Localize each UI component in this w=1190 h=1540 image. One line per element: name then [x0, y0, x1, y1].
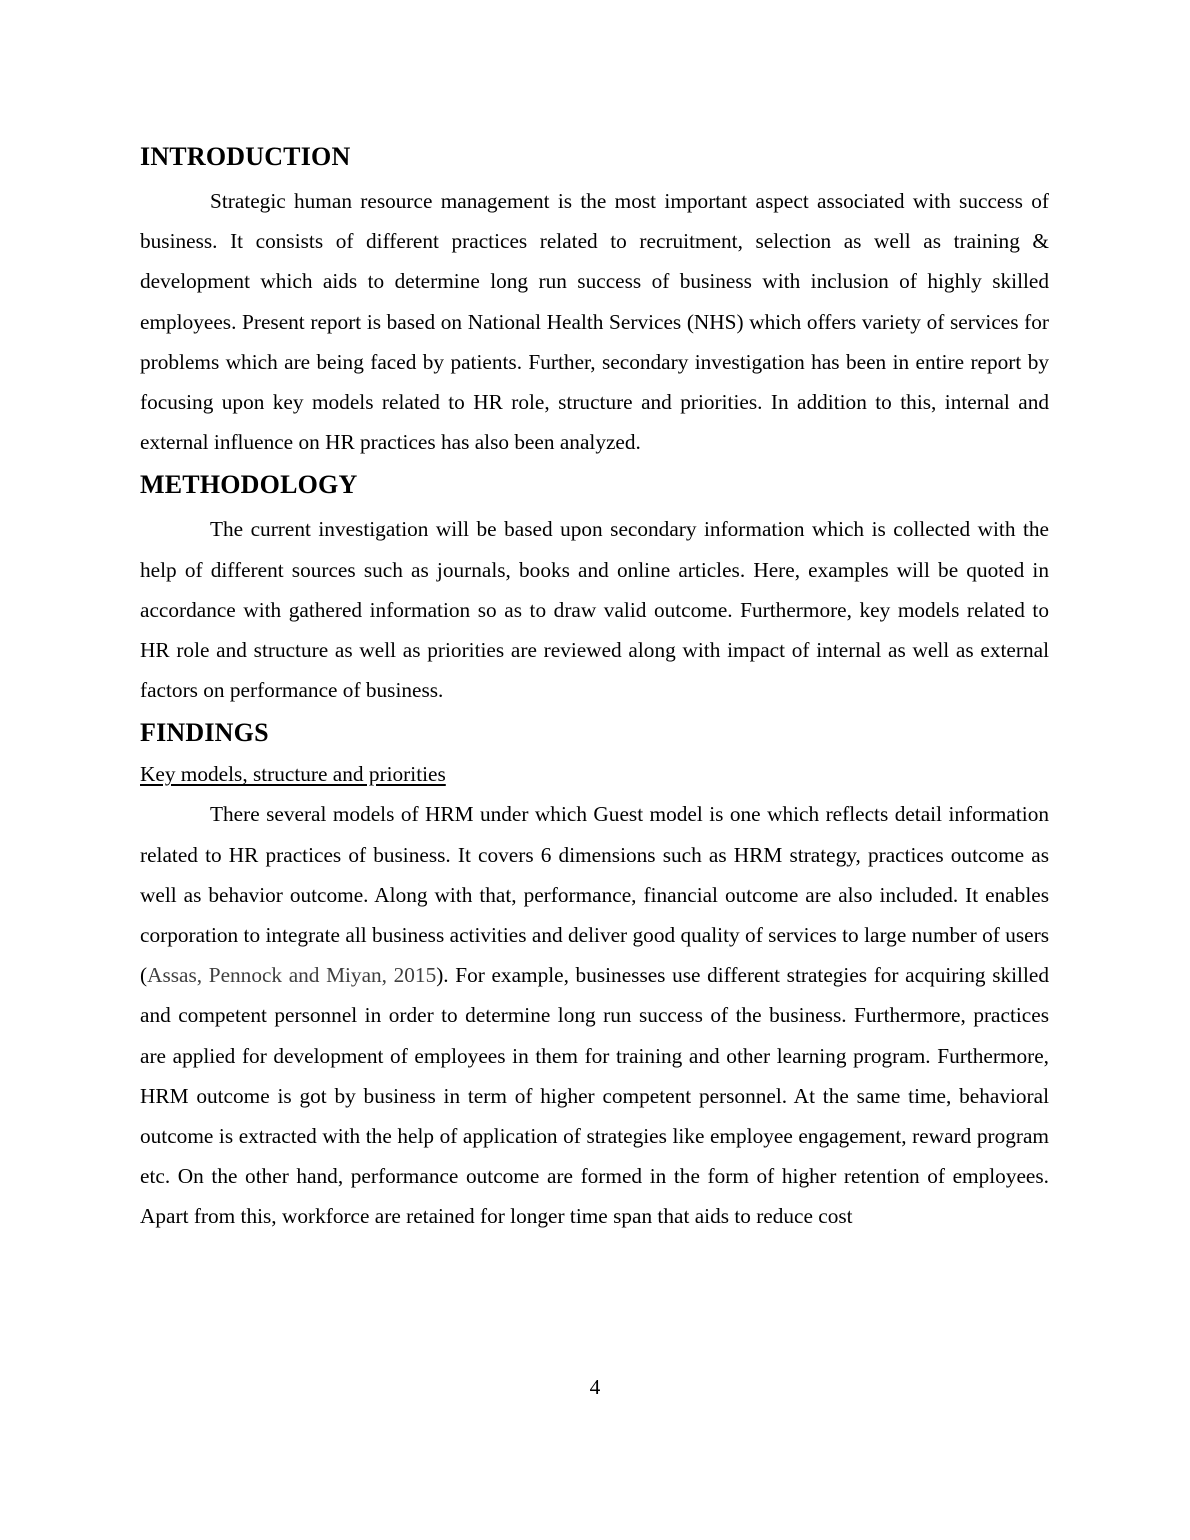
page-content: [140, 138, 1049, 1237]
page-number: 4: [589, 1375, 601, 1399]
citation: Assas, Pennock and Miyan, 2015: [147, 963, 437, 988]
findings-text-part-2: ). For example, businesses use different strategies for acquiring skilled and competent personnel in order to determine long run success of the business. Furthermore, practices are applied for development of employees in them for training and other learning program. Furthermore, HRM outcome is got by business in term of higher competent personnel. At the same time, behavioral outcome is extracted with the help of application of strategies like employee engagement, reward program etc. On the other hand, performance outcome are formed in the form of higher retention of employees. Apart from this, workforce are retained for longer time span that aids to reduce cost: [140, 963, 1049, 1229]
introduction-heading: INTRODUCTION: [140, 142, 351, 171]
findings-paragraph: [140, 794, 1049, 1236]
methodology-paragraph: The current investigation will be based upon secondary information which is collected with the help of different sources such as journals, books and online articles. Here, examples will be quoted in accordance with gathered information so as to draw valid outcome. Furthermore, key models related to HR role and structure as well as priorities are reviewed along with impact of internal as well as external factors on performance of business.: [140, 517, 1049, 703]
methodology-heading: METHODOLOGY: [140, 470, 358, 500]
introduction-paragraph: Strategic human resource management is the most important aspect associated with success of business. It consists of different practices related to recruitment, selection as well as training & development which aids to determine long run success of business with inclusion of highly skilled employees. Present report is based on National Health Services (NHS) which offers variety of services for problems which are being faced by patients. Further, secondary investigation has been in entire report by focusing upon key models related to HR role, structure and priorities. In addition to this, internal and external influence on HR practices has also been analyzed.: [140, 189, 1049, 455]
findings-heading: FINDINGS: [140, 718, 269, 748]
findings-text-part-1: There several models of HRM under which Guest model is one which reflects detail information related to HR practices of business. It covers 6 dimensions such as HRM strategy, practices outcome as well as behavior outcome. Along with that, performance, financial outcome are also included. It enables corporation to integrate all business activities and deliver good quality of services to large number of users (: [140, 802, 1049, 988]
findings-subheading: Key models, structure and priorities: [140, 762, 446, 787]
